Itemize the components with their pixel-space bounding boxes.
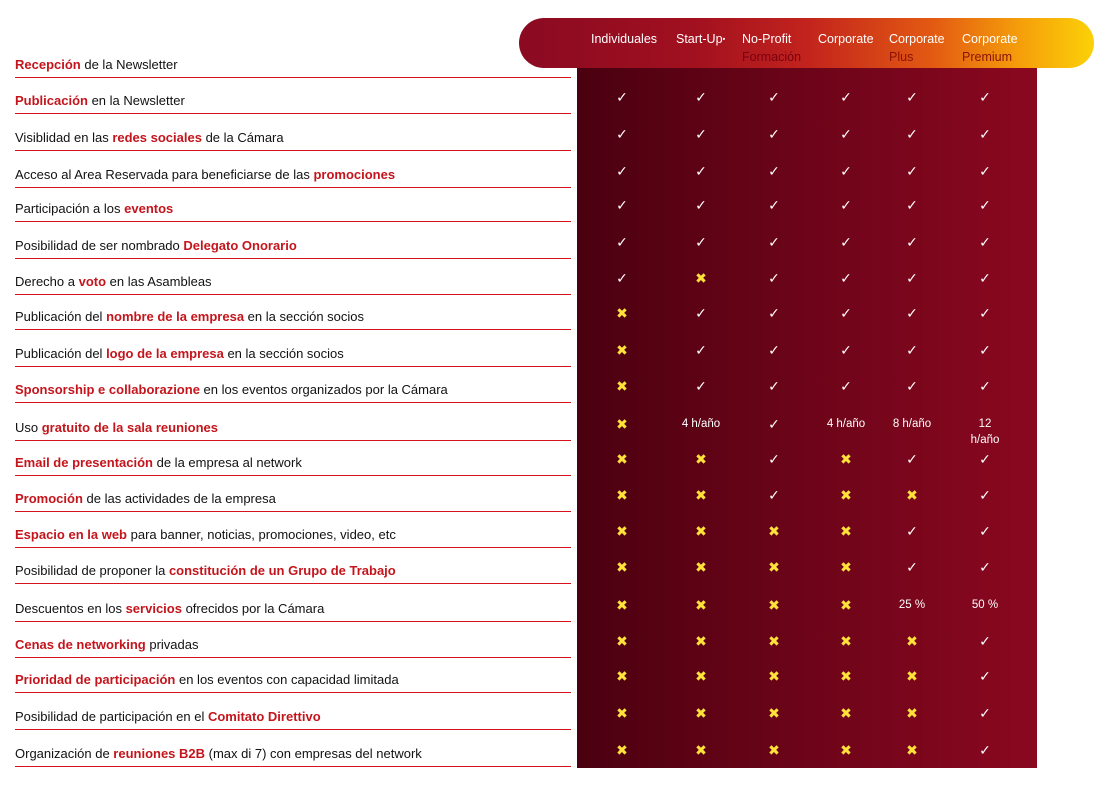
cross-icon: ✖: [840, 742, 852, 758]
check-icon: ✓: [906, 559, 918, 575]
check-icon: ✓: [768, 305, 780, 321]
benefit-highlight: eventos: [124, 201, 174, 216]
cross-icon: ✖: [768, 597, 780, 613]
benefit-text: Posibilidad de participación en el: [15, 709, 208, 724]
benefit-text: de la Newsletter: [84, 57, 178, 72]
check-icon: ✓: [768, 342, 780, 358]
check-icon: ✓: [906, 89, 918, 105]
benefit-text: (max di 7) con empresas del network: [205, 746, 422, 761]
benefit-label: [15, 130, 284, 145]
benefit-row: [15, 187, 571, 222]
benefit-highlight: Prioridad de participación: [15, 672, 176, 687]
benefit-label: [15, 346, 344, 361]
check-icon: ✓: [979, 197, 991, 213]
cross-icon: ✖: [616, 705, 628, 721]
column-header-label: Corporate: [889, 32, 945, 46]
benefit-text: Uso: [15, 420, 42, 435]
benefit-row: [15, 260, 571, 295]
benefit-text: Descuentos en los: [15, 601, 126, 616]
benefit-row: [15, 732, 571, 767]
benefit-text: Acceso al Area Reservada para beneficiarse de las: [15, 167, 314, 182]
benefit-highlight: Recepción: [15, 57, 85, 72]
cross-icon: ✖: [616, 633, 628, 649]
check-icon: ✓: [695, 163, 707, 179]
cross-icon: ✖: [768, 668, 780, 684]
cross-icon: ✖: [616, 523, 628, 539]
benefit-highlight: nombre de la empresa: [106, 309, 245, 324]
column-header-4: [818, 30, 874, 48]
check-icon: ✓: [768, 487, 780, 503]
check-icon: ✓: [840, 163, 852, 179]
check-icon: ✓: [768, 234, 780, 250]
check-icon: ✓: [768, 378, 780, 394]
check-icon: ✓: [695, 305, 707, 321]
cross-icon: ✖: [768, 559, 780, 575]
benefit-row: [15, 153, 571, 188]
cross-icon: ✖: [695, 705, 707, 721]
cross-icon: ✖: [840, 559, 852, 575]
cross-icon: ✖: [906, 633, 918, 649]
benefit-highlight: logo de la empresa: [106, 346, 224, 361]
column-header-sublabel: Formación: [742, 50, 802, 64]
check-icon: ✓: [768, 451, 780, 467]
check-icon: ✓: [979, 270, 991, 286]
benefit-text: Participación a los: [15, 201, 125, 216]
column-header-5: [889, 30, 945, 66]
benefit-row: [15, 116, 571, 151]
benefit-text: en la Newsletter: [87, 93, 185, 108]
benefit-highlight: reuniones B2B: [113, 746, 206, 761]
column-header-label: Corporate: [962, 32, 1018, 46]
check-icon: ✓: [979, 559, 991, 575]
benefit-text: Posibilidad de proponer la: [15, 563, 169, 578]
check-icon: ✓: [906, 234, 918, 250]
benefit-label: [15, 57, 178, 72]
check-icon: ✓: [695, 378, 707, 394]
cross-icon: ✖: [840, 523, 852, 539]
benefit-highlight: redes sociales: [112, 130, 202, 145]
benefit-row: [15, 549, 571, 584]
cross-icon: ✖: [768, 523, 780, 539]
check-icon: ✓: [840, 342, 852, 358]
benefit-highlight: Promoción: [15, 491, 83, 506]
value-text: 8 h/año: [892, 418, 932, 430]
benefit-highlight: Email de presentación: [15, 455, 153, 470]
check-icon: ✓: [979, 163, 991, 179]
benefit-label: [15, 601, 324, 616]
check-icon: ✓: [979, 633, 991, 649]
benefit-highlight: Delegato Onorario: [183, 238, 297, 253]
check-icon: ✓: [906, 378, 918, 394]
cross-icon: ✖: [695, 451, 707, 467]
benefit-highlight: Cenas de networking: [15, 637, 146, 652]
benefit-label: [15, 167, 395, 182]
check-icon: ✓: [979, 487, 991, 503]
benefit-label: [15, 382, 448, 397]
benefit-row: [15, 441, 571, 476]
benefit-row: [15, 79, 571, 114]
benefit-label: [15, 709, 321, 724]
cross-icon: ✖: [616, 451, 628, 467]
check-icon: ✓: [768, 126, 780, 142]
column-header-6: [962, 30, 1018, 66]
check-icon: ✓: [695, 197, 707, 213]
benefit-text: en la sección socios: [223, 346, 344, 361]
benefit-text: Publicación del: [15, 346, 107, 361]
cross-icon: ✖: [695, 742, 707, 758]
check-icon: ✓: [840, 197, 852, 213]
cross-icon: ✖: [906, 742, 918, 758]
benefit-row: [15, 477, 571, 512]
cross-icon: ✖: [616, 305, 628, 321]
benefit-label: [15, 201, 173, 216]
cross-icon: ✖: [695, 633, 707, 649]
benefit-text: de las actividades de la empresa: [82, 491, 276, 506]
cross-icon: ✖: [616, 559, 628, 575]
value-text: 12 h/año: [970, 418, 1000, 446]
benefit-label: [15, 527, 396, 542]
check-icon: ✓: [768, 416, 780, 432]
cross-icon: ✖: [840, 633, 852, 649]
check-icon: ✓: [906, 163, 918, 179]
check-icon: ✓: [906, 342, 918, 358]
check-icon: ✓: [979, 523, 991, 539]
cross-icon: ✖: [906, 705, 918, 721]
benefit-row: [15, 406, 571, 441]
check-icon: ✓: [840, 234, 852, 250]
column-header-label: Individuales: [591, 32, 658, 46]
cross-icon: ✖: [616, 597, 628, 613]
benefit-text: de la empresa al network: [153, 455, 302, 470]
cross-icon: ✖: [695, 487, 707, 503]
benefit-highlight: Comitato Direttivo: [207, 709, 321, 724]
check-icon: ✓: [616, 234, 628, 250]
benefit-highlight: Sponsorship e collaborazione: [15, 382, 200, 397]
cross-icon: ✖: [695, 668, 707, 684]
check-icon: ✓: [616, 126, 628, 142]
benefit-row: [15, 658, 571, 693]
value-text: 4 h/año: [681, 418, 721, 430]
cross-icon: ✖: [840, 451, 852, 467]
check-icon: ✓: [768, 163, 780, 179]
check-icon: ✓: [979, 378, 991, 394]
cross-icon: ✖: [840, 487, 852, 503]
column-header-2: [676, 30, 725, 49]
value-text: 50 %: [971, 599, 999, 611]
check-icon: ✓: [695, 126, 707, 142]
column-header-label: No-Profit: [742, 32, 792, 46]
check-icon: ✓: [695, 89, 707, 105]
check-icon: ✓: [906, 305, 918, 321]
check-icon: ✓: [979, 742, 991, 758]
cross-icon: ✖: [616, 668, 628, 684]
cross-icon: ✖: [616, 742, 628, 758]
column-header-sublabel: Plus: [889, 50, 914, 64]
benefit-row: [15, 43, 571, 78]
benefit-text: en la sección socios: [244, 309, 365, 324]
cross-icon: ✖: [840, 668, 852, 684]
check-icon: ✓: [979, 705, 991, 721]
benefit-row: [15, 695, 571, 730]
check-icon: ✓: [979, 305, 991, 321]
benefit-row: [15, 332, 571, 367]
benefit-text: en los eventos con capacidad limitada: [175, 672, 399, 687]
cross-icon: ✖: [695, 523, 707, 539]
check-icon: ✓: [906, 523, 918, 539]
column-header-label: Corporate: [818, 32, 874, 46]
benefit-label: [15, 274, 212, 289]
check-icon: ✓: [979, 234, 991, 250]
benefit-text: Posibilidad de ser nombrado: [15, 238, 184, 253]
check-icon: ✓: [768, 270, 780, 286]
check-icon: ✓: [979, 126, 991, 142]
cross-icon: ✖: [695, 270, 707, 286]
check-icon: ✓: [840, 270, 852, 286]
column-header-1: [591, 30, 657, 48]
check-icon: ✓: [906, 126, 918, 142]
cross-icon: ✖: [616, 342, 628, 358]
benefit-label: [15, 637, 199, 652]
benefit-label: [15, 563, 396, 578]
value-text: 25 %: [898, 599, 926, 611]
cross-icon: ✖: [768, 705, 780, 721]
cross-icon: ✖: [695, 559, 707, 575]
check-icon: ✓: [616, 270, 628, 286]
benefit-row: [15, 368, 571, 403]
benefit-highlight: constitución de un Grupo de Trabajo: [168, 563, 396, 578]
cross-icon: ✖: [616, 487, 628, 503]
benefit-highlight: Publicación: [15, 93, 88, 108]
benefit-highlight: promociones: [313, 167, 396, 182]
benefit-highlight: voto: [78, 274, 107, 289]
cross-icon: ✖: [906, 668, 918, 684]
benefit-text: de la Cámara: [201, 130, 284, 145]
benefit-label: [15, 746, 422, 761]
check-icon: ✓: [840, 305, 852, 321]
benefit-text: Publicación del: [15, 309, 107, 324]
check-icon: ✓: [616, 163, 628, 179]
check-icon: ✓: [906, 270, 918, 286]
check-icon: ✓: [768, 197, 780, 213]
check-icon: ✓: [840, 89, 852, 105]
check-icon: ✓: [695, 342, 707, 358]
column-header-label: Start-Up: [676, 32, 723, 46]
benefit-label: [15, 93, 185, 108]
benefit-label: [15, 491, 276, 506]
column-header-sublabel: Premium: [962, 50, 1013, 64]
benefit-label: [15, 309, 364, 324]
cross-icon: ✖: [616, 416, 628, 432]
benefit-row: [15, 295, 571, 330]
check-icon: ✓: [906, 197, 918, 213]
check-icon: ✓: [979, 89, 991, 105]
cross-icon: ✖: [768, 633, 780, 649]
column-header-3: [742, 30, 801, 66]
benefit-text: ofrecidos por la Cámara: [181, 601, 325, 616]
cross-icon: ✖: [616, 378, 628, 394]
cross-icon: ✖: [768, 742, 780, 758]
benefit-row: [15, 623, 571, 658]
benefit-label: [15, 455, 302, 470]
benefit-label: [15, 238, 297, 253]
check-icon: ✓: [695, 234, 707, 250]
cross-icon: ✖: [906, 487, 918, 503]
benefit-label: [15, 420, 218, 435]
check-icon: ✓: [906, 451, 918, 467]
benefit-row: [15, 587, 571, 622]
benefit-text: en las Asambleas: [106, 274, 212, 289]
benefit-text: Visiblidad en las: [15, 130, 113, 145]
cross-icon: ✖: [840, 705, 852, 721]
benefit-text: para banner, noticias, promociones, video, etc: [127, 527, 396, 542]
benefit-text: Derecho a: [15, 274, 79, 289]
benefit-row: [15, 513, 571, 548]
value-text: 4 h/año: [826, 418, 866, 430]
startup-marker: •: [722, 34, 726, 44]
check-icon: ✓: [840, 126, 852, 142]
benefit-text: en los eventos organizados por la Cámara: [199, 382, 448, 397]
cross-icon: ✖: [695, 597, 707, 613]
benefit-highlight: servicios: [125, 601, 182, 616]
benefit-text: Organización de: [15, 746, 114, 761]
cross-icon: ✖: [840, 597, 852, 613]
check-icon: ✓: [979, 451, 991, 467]
check-icon: ✓: [616, 89, 628, 105]
check-icon: ✓: [840, 378, 852, 394]
benefit-highlight: gratuito de la sala reuniones: [41, 420, 219, 435]
benefit-text: privadas: [145, 637, 199, 652]
check-icon: ✓: [979, 668, 991, 684]
check-icon: ✓: [979, 342, 991, 358]
check-icon: ✓: [768, 89, 780, 105]
benefit-highlight: Espacio en la web: [15, 527, 127, 542]
benefit-row: [15, 224, 571, 259]
benefit-label: [15, 672, 399, 687]
check-icon: ✓: [616, 197, 628, 213]
